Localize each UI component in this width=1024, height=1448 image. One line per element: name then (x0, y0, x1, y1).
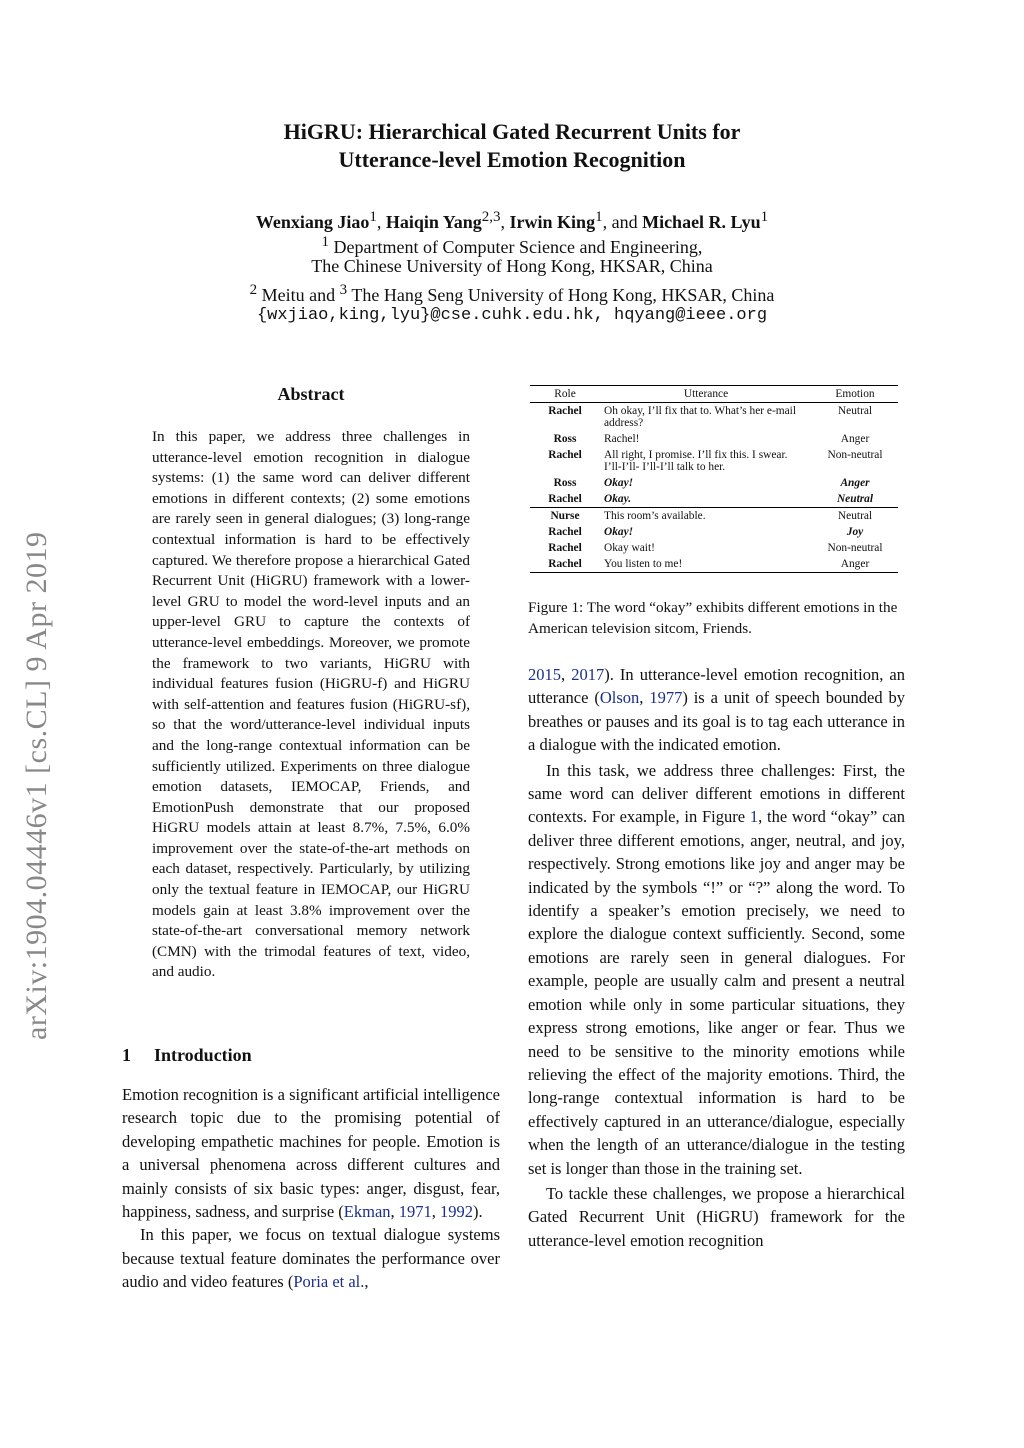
cell-emotion: Neutral (812, 508, 898, 525)
title-line-1: HiGRU: Hierarchical Gated Recurrent Units for (283, 119, 741, 144)
aff-3-text: The Hang Seng University of Hong Kong, HKSAR, China (351, 285, 775, 305)
right-p2-text-a: In this task, we address three challenges: First, the same word can deliver different emotions in different contexts. For example, in Figure (528, 760, 905, 827)
author-3: Irwin King (509, 212, 596, 232)
cite-olson-1977[interactable]: 1977 (649, 688, 683, 708)
table-row (530, 508, 898, 525)
cite-ekman-1992[interactable]: 1992 (440, 1202, 474, 1222)
right-p1-text-b: ) is a unit of speech bounded by breathes or pauses and its goal is to tag each utterance in a dialogue with the indicated emotion. (528, 688, 906, 755)
cell-role: Rachel (548, 405, 582, 417)
author-2-sup: 2,3 (481, 209, 501, 225)
cell-emotion: Neutral (837, 405, 873, 417)
author-emails: {wxjiao,king,lyu}@cse.cuhk.edu.hk, hqyang@ieee.org (256, 306, 768, 325)
table-row (530, 475, 898, 491)
aff-1-line-1: Department of Computer Science and Engineering, (333, 237, 703, 257)
cite-ekman-1971[interactable]: 1971 (398, 1202, 432, 1222)
cell-utterance: Okay! (604, 526, 634, 538)
emotion-example-table (530, 385, 898, 573)
aff-2-sup: 2 (249, 282, 258, 298)
header-utterance: Utterance (600, 386, 812, 403)
intro-p1-text: Emotion recognition is a significant artificial intelligence research topic due to the promising potential of developing empathetic machines for people. Emotion is a universal phenomena across different cultures and mainly consists of six basic types: anger, disgust, fear, happiness, sadness, and surprise ( (122, 1085, 500, 1222)
author-1: Wenxiang Jiao (255, 212, 370, 232)
affiliation-1-line-2: The Chinese University of Hong Kong, HKSAR, China (311, 256, 713, 276)
table-row (530, 540, 898, 556)
cell-emotion: Anger (812, 556, 898, 573)
affiliation-2-3 (0, 278, 1024, 307)
cell-role: Ross (553, 477, 577, 489)
cite-poria-2017[interactable]: 2017 (571, 665, 605, 684)
intro-p2-text: In this paper, we focus on textual dialogue systems because textual feature dominates the performance over audio and video features ( (122, 1225, 500, 1292)
abstract-body: In this paper, we address three challenges in utterance-level emotion recognition in dialogue systems: (1) the same word can deliver different emotions in different contexts; (2) some emotions are rarely seen in general dialogues; (3) long-range contextual information is hard to be effectively captured. We therefore propose a hierarchical Gated Recurrent Unit (HiGRU) framework with a lower-level GRU to model the word-level inputs and an upper-level GRU to capture the contexts of utterance-level embeddings. Moreover, we promote the framework to two variants, HiGRU with individual features fusion (HiGRU-f) and HiGRU with self-attention and features fusion (HiGRU-sf), so that the word/utterance-level individual inputs and the long-range contextual information can be sufficiently utilized. Experiments on three dialogue emotion datasets, IEMOCAP, Friends, and EmotionPush demonstrate that our proposed HiGRU models attain at least 8.7%, 7.5%, 6.0% improvement over the state-of-the-art methods on each dataset, respectively. Particularly, by utilizing only the textual feature in IEMOCAP, our HiGRU models gain at least 3.8% improvement over the state-of-the-art conversational memory network (CMN) with the trimodal features of text, video, and audio. (152, 428, 470, 981)
intro-p2-end: , (364, 1272, 369, 1292)
abstract-heading: Abstract (277, 384, 345, 404)
cite-sep-2: , (431, 1202, 441, 1222)
author-and: and (611, 212, 638, 232)
table-row (530, 491, 898, 508)
cell-role: Rachel (548, 449, 582, 461)
cell-emotion: Anger (840, 477, 870, 489)
intro-paragraph-2 (122, 1223, 500, 1293)
author-1-sup: 1 (369, 209, 377, 225)
right-p1-text-a: ). In utterance-level emotion recognition, an utterance ( (528, 665, 905, 708)
figure-1-table-wrapper (530, 385, 898, 573)
cell-role: Rachel (548, 542, 582, 554)
cell-emotion: Joy (846, 526, 864, 538)
cell-utterance: Okay. (604, 493, 632, 505)
intro-paragraph-1 (122, 1083, 500, 1223)
cell-emotion: Neutral (836, 493, 874, 505)
paper-title (0, 118, 1024, 174)
cell-role: Nurse (530, 508, 600, 525)
cite-ekman[interactable]: Ekman (343, 1202, 391, 1222)
right-paragraph-2 (528, 759, 905, 1180)
right-cite-sep-2: , (639, 688, 650, 708)
table-row (530, 403, 898, 432)
author-4-sup: 1 (760, 209, 769, 225)
table-row (530, 431, 898, 447)
aff-3-sup: 3 (339, 282, 348, 298)
cell-role: Rachel (530, 556, 600, 573)
author-4: Michael R. Lyu (642, 212, 761, 232)
intro-left-column (122, 1083, 500, 1294)
cell-utterance: You listen to me! (600, 556, 812, 573)
cell-role: Rachel (548, 526, 582, 538)
figure-1-caption: Figure 1: The word “okay” exhibits different emotions in the American television sitcom, Friends. (528, 599, 898, 637)
section-heading-introduction (122, 1045, 252, 1066)
section-number: 1 (122, 1045, 131, 1065)
figure-1-ref[interactable]: 1 (749, 807, 759, 827)
cell-emotion: Anger (840, 433, 870, 445)
cell-emotion: Non-neutral (827, 542, 883, 554)
header-emotion: Emotion (812, 386, 898, 403)
table-row (530, 524, 898, 540)
aff-1-sup: 1 (321, 234, 330, 250)
table-row (530, 447, 898, 475)
cell-utterance: Okay! (604, 477, 634, 489)
cite-poria[interactable]: Poria et al. (293, 1272, 365, 1292)
cell-utterance: Rachel! (604, 433, 640, 445)
cell-utterance: All right, I promise. I’ll fix this. I swear. I’ll-I’ll- I’ll-I’ll talk to her. (604, 449, 788, 473)
intro-right-column (528, 663, 905, 1252)
right-cite-sep: , (561, 665, 572, 684)
right-paragraph-1 (528, 663, 905, 757)
cell-role: Rachel (548, 493, 582, 505)
section-title: Introduction (154, 1045, 252, 1065)
table-header-row (530, 386, 898, 403)
table-row (530, 556, 898, 573)
cell-utterance: Okay wait! (604, 542, 655, 554)
cite-sep-1: , (390, 1202, 399, 1222)
cell-utterance: Oh okay, I’ll fix that to. What’s her e-mail address? (604, 405, 797, 429)
arxiv-identifier: arXiv:1904.04446v1 [cs.CL] 9 Apr 2019 (20, 531, 53, 1040)
right-paragraph-3: To tackle these challenges, we propose a hierarchical Gated Recurrent Unit (HiGRU) framework for the utterance-level emotion recognition (528, 1183, 905, 1250)
cite-olson[interactable]: Olson (599, 688, 640, 708)
author-list: Wenxiang Jiao$^1$, Haiqin Yang$^{2,3}$, Irwin King$^1$, and Michael R. Lyu$^1$ (255, 209, 769, 232)
title-line-2: Utterance-level Emotion Recognition (338, 147, 686, 172)
cell-role: Ross (553, 433, 577, 445)
cell-utterance: This room’s available. (600, 508, 812, 525)
aff-2-text: Meitu and (261, 285, 336, 305)
intro-p1-end: ). (473, 1202, 483, 1222)
cite-poria-2015[interactable]: 2015 (528, 665, 561, 684)
author-2: Haiqin Yang (385, 212, 482, 232)
cell-emotion: Non-neutral (827, 449, 883, 461)
header-role: Role (530, 386, 600, 403)
right-p2-text-b: , the word “okay” can deliver three different emotions, anger, neutral, and joy, respectively. Strong emotions like joy and anger may be indicated by the symbols “!” or “?” along the word. To identify a speaker’s emotion precisely, we need to explore the dialogue context sufficiently. Second, some emotions are rarely seen in general dialogues. For example, people are usually calm and present a neutral emotion while only in some particular situations, they express strong emotions, like anger or fear. Thus we need to be sensitive to the minority emotions while relieving the effect of the majority emotions. Third, the long-range contextual information is hard to be effectively captured in an utterance/dialogue, especially when the length of an utterance/dialogue in the testing set is longer than those in the training set. (528, 807, 906, 1178)
author-3-sup: 1 (595, 209, 603, 225)
